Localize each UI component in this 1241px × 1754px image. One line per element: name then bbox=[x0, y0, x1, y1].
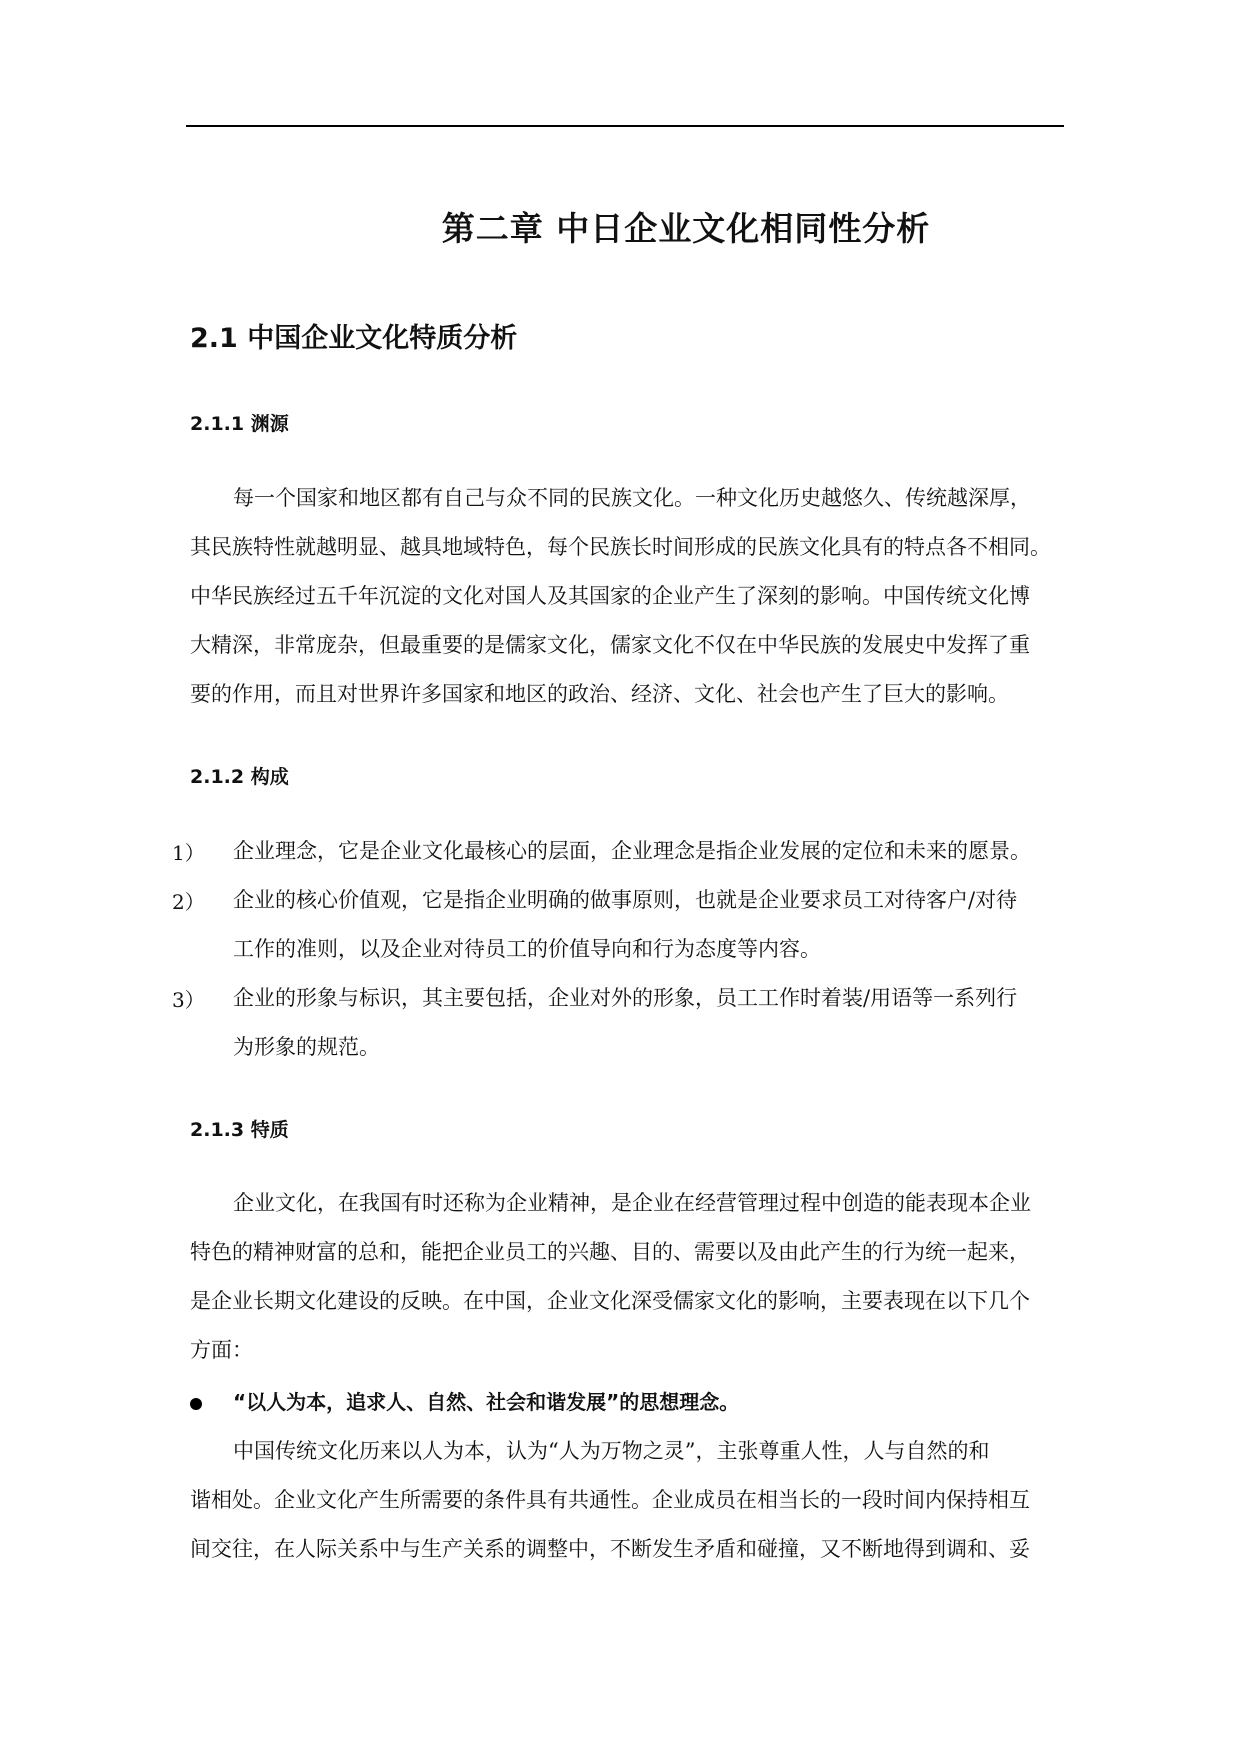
list-item-text: 企业的核心价值观，它是指企业明确的做事原则，也就是企业要求员工对待客户/对待 bbox=[233, 888, 1018, 912]
paragraph-line: 大精深，非常庞杂，但最重要的是儒家文化，儒家文化不仅在中华民族的发展史中发挥了重 bbox=[190, 633, 1030, 657]
header-rule bbox=[186, 125, 1064, 127]
list-item-text: 工作的准则，以及企业对待员工的价值导向和行为态度等内容。 bbox=[233, 937, 821, 961]
list-number: 3） bbox=[172, 988, 205, 1012]
subsection-title-traits: 2.1.3 特质 bbox=[190, 1119, 289, 1141]
list-item-text: 企业的形象与标识，其主要包括，企业对外的形象，员工工作时着装/用语等一系列行 bbox=[233, 986, 1018, 1010]
paragraph-line: 要的作用，而且对世界许多国家和地区的政治、经济、文化、社会也产生了巨大的影响。 bbox=[190, 682, 1009, 706]
paragraph-line: 每一个国家和地区都有自己与众不同的民族文化。一种文化历史越悠久、传统越深厚， bbox=[233, 486, 1031, 510]
list-number: 1） bbox=[172, 841, 205, 865]
subsection-title-composition: 2.1.2 构成 bbox=[190, 766, 289, 788]
list-number: 2） bbox=[172, 890, 205, 914]
list-item-text: 为形象的规范。 bbox=[233, 1035, 380, 1059]
paragraph-line: 企业文化，在我国有时还称为企业精神，是企业在经营管理过程中创造的能表现本企业 bbox=[233, 1191, 1031, 1215]
paragraph-line: 特色的精神财富的总和，能把企业员工的兴趣、目的、需要以及由此产生的行为统一起来， bbox=[190, 1240, 1030, 1264]
paragraph-line: 中华民族经过五千年沉淀的文化对国人及其国家的企业产生了深刻的影响。中国传统文化博 bbox=[190, 584, 1030, 608]
paragraph-line: 是企业长期文化建设的反映。在中国，企业文化深受儒家文化的影响，主要表现在以下几个 bbox=[190, 1289, 1030, 1313]
paragraph-line: 方面： bbox=[190, 1338, 253, 1362]
paragraph-line: 间交往，在人际关系中与生产关系的调整中，不断发生矛盾和碰撞，又不断地得到调和、妥 bbox=[190, 1537, 1030, 1561]
chapter-title: 第二章 中日企业文化相同性分析 bbox=[441, 209, 931, 248]
paragraph-line: 谐相处。企业文化产生所需要的条件具有共通性。企业成员在相当长的一段时间内保持相互 bbox=[190, 1488, 1030, 1512]
bullet-heading: “以人为本，追求人、自然、社会和谐发展”的思想理念。 bbox=[233, 1390, 740, 1414]
bullet-icon bbox=[190, 1398, 202, 1410]
subsection-title-origin: 2.1.1 渊源 bbox=[190, 413, 289, 435]
paragraph-line: 中国传统文化历来以人为本，认为“人为万物之灵”，主张尊重人性，人与自然的和 bbox=[233, 1439, 990, 1463]
section-title: 2.1 中国企业文化特质分析 bbox=[190, 323, 518, 354]
list-item-text: 企业理念，它是企业文化最核心的层面，企业理念是指企业发展的定位和未来的愿景。 bbox=[233, 839, 1031, 863]
paragraph-line: 其民族特性就越明显、越具地域特色，每个民族长时间形成的民族文化具有的特点各不相同。 bbox=[190, 535, 1051, 559]
